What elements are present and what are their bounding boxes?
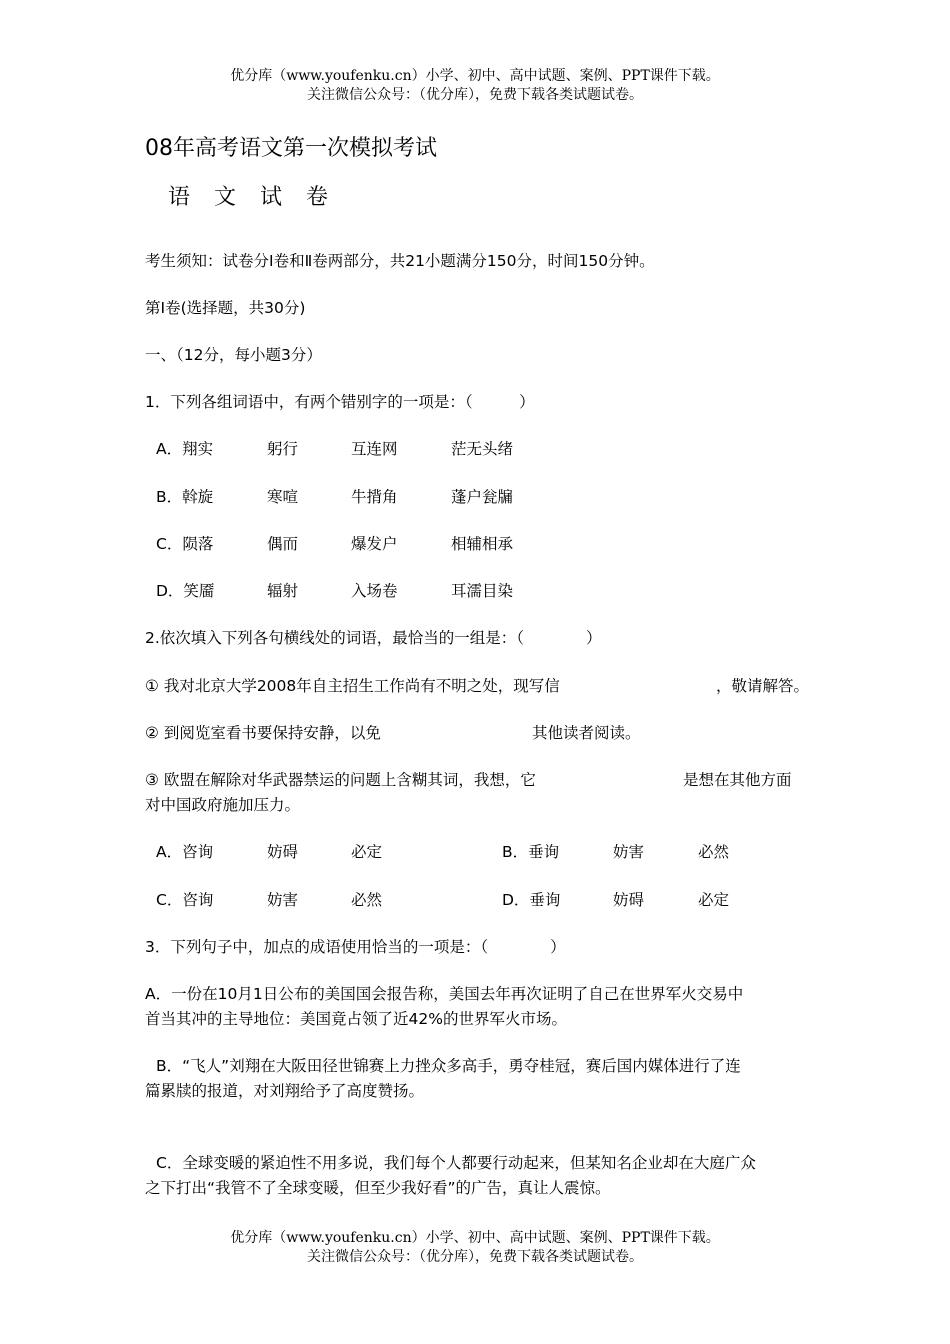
exam-notice: 考生须知：试卷分Ⅰ卷和Ⅱ卷两部分，共21小题满分150分，时间150分钟。 <box>145 252 655 270</box>
q1-d-word3: 入场卷 <box>351 582 398 600</box>
q3-option-a-line-1: A．一份在10月1日公布的美国国会报告称，美国去年再次证明了自己在世界军火交易中 <box>145 985 744 1003</box>
q2-s1-part2: ，敬请解答。 <box>716 677 810 695</box>
subtitle-char-4: 卷 <box>306 185 329 210</box>
q1-b-word3: 牛揹角 <box>351 488 398 506</box>
q2-s3-part2: 是想在其他方面 <box>683 771 792 789</box>
subtitle-char-2: 文 <box>214 185 237 210</box>
q2-c-label: C．咨询 <box>156 891 214 909</box>
q1-d-word2: 辐射 <box>267 582 299 600</box>
q2-d-word2: 妨碍 <box>613 891 645 909</box>
footer-line-2: 关注微信公众号：（优分库），免费下载各类试题试卷。 <box>307 1249 643 1265</box>
subtitle-char-1: 语 <box>168 185 191 210</box>
q2-c-word3: 必然 <box>351 891 383 909</box>
q1-a-word3: 互连网 <box>351 440 398 458</box>
q2-d-label: D．垂询 <box>502 891 561 909</box>
q2-b-word2: 妨害 <box>613 843 645 861</box>
q3-option-c-line-2: 之下打出“我管不了全球变暖，但至少我好看”的广告，真让人震惊。 <box>145 1179 611 1197</box>
q1-a-label: A．翔实 <box>156 440 214 458</box>
q2-a-label: A．咨询 <box>156 843 214 861</box>
subtitle-char-3: 试 <box>260 185 283 210</box>
page-title: 08年高考语文第一次模拟考试 <box>145 136 437 161</box>
q2-b-label: B．垂询 <box>502 843 560 861</box>
q2-s3-part1: ③ 欧盟在解除对华武器禁运的问题上含糊其词，我想，它 <box>145 771 536 789</box>
q2-s1-part1: ① 我对北京大学2008年自主招生工作尚有不明之处，现写信 <box>145 677 560 695</box>
q2-s3-continuation: 对中国政府施加压力。 <box>145 796 301 814</box>
q1-a-word2: 躬行 <box>267 440 299 458</box>
q3-stem: 3．下列句子中，加点的成语使用恰当的一项是：（ ） <box>145 938 566 956</box>
q2-b-word3: 必然 <box>698 843 730 861</box>
part1-heading: 第Ⅰ卷(选择题，共30分) <box>145 299 306 317</box>
q3-option-a-line-2: 首当其冲的主导地位：美国竟占领了近42%的世界军火市场。 <box>145 1010 567 1028</box>
q3-option-b-line-2: 篇累牍的报道，对刘翔给予了高度赞扬。 <box>145 1082 425 1100</box>
q2-s2-part1: ② 到阅览室看书要保持安静，以免 <box>145 724 381 742</box>
header-line-2: 关注微信公众号：（优分库），免费下载各类试题试卷。 <box>307 87 643 103</box>
subtitle <box>168 183 345 213</box>
section1-heading: 一、（12分，每小题3分） <box>145 346 322 364</box>
q2-s2-part2: 其他读者阅读。 <box>532 724 641 742</box>
q1-c-word3: 爆发户 <box>351 535 398 553</box>
q2-a-word3: 必定 <box>351 843 383 861</box>
q1-d-word4: 耳濡目染 <box>451 582 514 600</box>
q1-d-label: D．笑靥 <box>156 582 215 600</box>
q2-d-word3: 必定 <box>698 891 730 909</box>
q2-a-word2: 妨碍 <box>267 843 299 861</box>
q1-c-word4: 相辅相承 <box>451 535 514 553</box>
q1-b-label: B．斡旋 <box>156 488 214 506</box>
q1-a-word4: 茫无头绪 <box>451 440 514 458</box>
q1-c-word2: 偶而 <box>267 535 299 553</box>
q3-option-b-line-1: B．“飞人”刘翔在大阪田径世锦赛上力挫众多高手，勇夺桂冠，赛后国内媒体进行了连 <box>156 1057 741 1075</box>
footer-line-1: 优分库（www.youfenku.cn）小学、初中、高中试题、案例、PPT课件下载。 <box>230 1230 720 1246</box>
q1-c-label: C．陨落 <box>156 535 214 553</box>
q1-b-word2: 寒喧 <box>267 488 299 506</box>
q2-stem: 2.依次填入下列各句横线处的词语，最恰当的一组是：（ ） <box>145 629 602 647</box>
header-line-1: 优分库（www.youfenku.cn）小学、初中、高中试题、案例、PPT课件下载。 <box>230 68 720 84</box>
q1-b-word4: 蓬户瓮牖 <box>451 488 514 506</box>
q1-stem: 1．下列各组词语中，有两个错别字的一项是：（ ） <box>145 393 535 411</box>
q3-option-c-line-1: C．全球变暖的紧迫性不用多说，我们每个人都要行动起来，但某知名企业却在大庭广众 <box>156 1154 756 1172</box>
q2-c-word2: 妨害 <box>267 891 299 909</box>
